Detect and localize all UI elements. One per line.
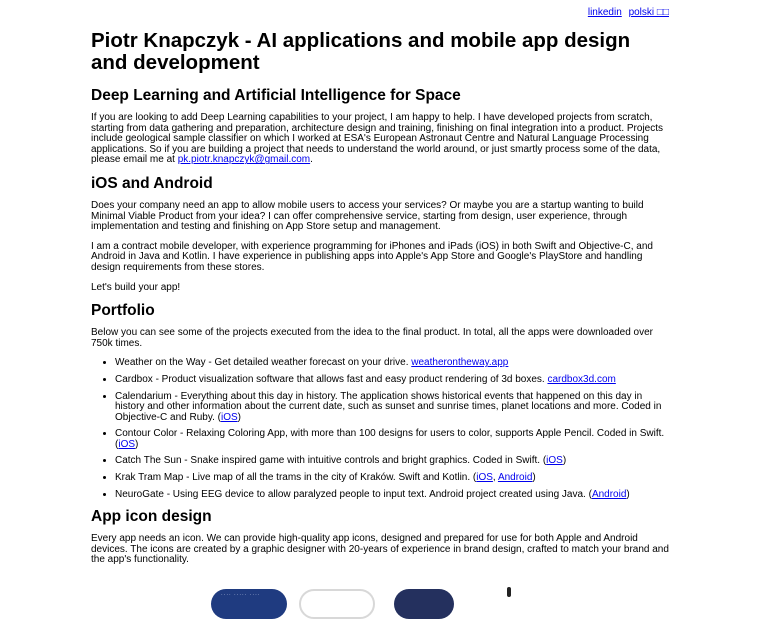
portfolio-item-text: Calendarium - Everything about this day in history. The application shows historical events that happened on this day in history and other information about the current date, such as sunset and sunrise times, planet locations and more. Coded in Objective-C and Ruby. ( — [115, 390, 662, 423]
section-heading-icons: App icon design — [91, 508, 212, 526]
ai-text: If you are looking to add Deep Learning capabilities to your project, I am happy to help. I have developed projects from scratch, starting from data gathering and preparation, architecture design and training, finishing on final integration into a product. Projects include geological sample classifier on which I worked at ESA's European Astronaut Centre and Natural Language Processing applications. So if you are building a project that needs to understand the world around, or just smartly process some of the data, please email me at — [91, 112, 664, 166]
catch-the-sun-ios-link[interactable]: iOS — [546, 455, 563, 467]
portfolio-item-text: NeuroGate - Using EEG device to allow paralyzed people to input text. Android project created using Java. ( — [115, 488, 592, 500]
email-link[interactable]: pk.piotr.knapczyk@gmail.com — [177, 154, 311, 166]
page-title: Piotr Knapczyk - AI applications and mobile app design and development — [91, 29, 631, 74]
app-icon-image — [507, 587, 511, 597]
portfolio-item-text: Cardbox - Product visualization software that allows fast and easy product rendering of 3d boxes. — [115, 373, 548, 385]
contour-color-ios-link[interactable]: iOS — [118, 438, 136, 450]
portfolio-item-close: ) — [532, 472, 536, 484]
ai-after-email: . — [310, 154, 313, 166]
ai-paragraph — [91, 113, 669, 166]
portfolio-item-close: ) — [237, 411, 241, 423]
weatherontheway-link[interactable]: weatherontheway.app — [411, 357, 509, 369]
portfolio-item-close: ) — [562, 455, 567, 467]
main-content — [91, 30, 669, 615]
krak-tram-android-link[interactable]: Android — [497, 472, 533, 484]
ios-paragraph-3: Let's build your app! — [91, 281, 181, 293]
portfolio-item-text: Weather on the Way - Get detailed weather forecast on your drive. — [115, 357, 412, 369]
portfolio-item-catch-the-sun — [115, 456, 669, 467]
portfolio-item-calendarium — [115, 392, 669, 424]
app-icon-image — [211, 589, 287, 619]
portfolio-item-close: ) — [135, 438, 139, 450]
calendarium-ios-link[interactable]: iOS — [220, 411, 238, 423]
cardbox-link[interactable]: cardbox3d.com — [547, 373, 616, 385]
portfolio-item-separator: , — [492, 472, 498, 484]
ios-paragraph-2: I am a contract mobile developer, with experience programming for iPhones and iPads (iOS) in both Swift and Objective-C, and Android in Java and Kotlin. I have experience in publishing apps into Apple's App Store and Google's PlayStore and handling design requirements from these stores. — [91, 240, 653, 273]
portfolio-intro: Below you can see some of the projects executed from the idea to the final product. In total, all the apps were downloaded over 750k times. — [91, 327, 654, 349]
neurogate-android-link[interactable]: Android — [591, 488, 627, 500]
portfolio-item-text: Contour Color - Relaxing Coloring App, with more than 100 designs for users to color, supports Apple Pencil. Coded in Swift. ( — [115, 428, 665, 450]
krak-tram-ios-link[interactable]: iOS — [476, 472, 493, 484]
app-icon-caption: ···· ····· ···· — [221, 592, 261, 599]
portfolio-list — [91, 358, 669, 500]
app-icon-gallery — [91, 575, 669, 615]
language-link[interactable]: polski □□ — [628, 7, 669, 18]
portfolio-item-weather — [115, 358, 669, 369]
section-heading-portfolio: Portfolio — [91, 302, 155, 320]
portfolio-item-cardbox — [115, 375, 669, 386]
portfolio-item-text: Catch The Sun - Snake inspired game with intuitive controls and bright graphics. Coded in Swift. ( — [115, 455, 547, 467]
portfolio-item-neurogate — [115, 490, 669, 501]
ios-paragraph-1: Does your company need an app to allow mobile users to access your services? Or maybe you are a startup wanting to build Minimal Viable Product from your idea? I can offer comprehensive service, starting from design, user experience, through implementation and testing and finishing on App Store setup and management. — [91, 199, 644, 233]
icons-paragraph: Every app needs an icon. We can provide high-quality app icons, designed and prepared for use for both Apple and Android devices. The icons are created by a graphic designer with 20-years of experience in brand design, crafted to match your brand and the app's functionality. — [91, 533, 669, 566]
top-nav — [584, 6, 669, 20]
linkedin-link[interactable]: linkedin — [587, 7, 622, 18]
app-icon-image — [299, 589, 375, 619]
section-heading-ai: Deep Learning and Artificial Intelligence for Space — [91, 87, 461, 104]
section-heading-ios: iOS and Android — [91, 174, 213, 192]
app-icon-image — [394, 589, 454, 619]
portfolio-item-krak-tram-map — [115, 473, 669, 484]
portfolio-item-text: Krak Tram Map - Live map of all the trams in the city of Kraków. Swift and Kotlin. ( — [115, 472, 477, 484]
portfolio-item-close: ) — [626, 488, 630, 500]
portfolio-item-contour-color — [115, 429, 669, 450]
